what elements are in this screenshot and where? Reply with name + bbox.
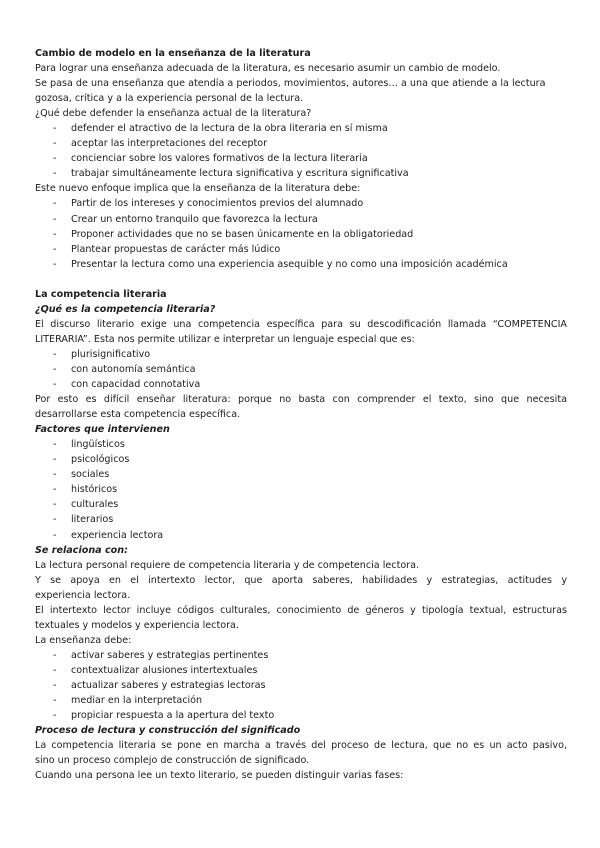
teaching-list <box>35 648 567 723</box>
section-heading-competencia: La competencia literaria <box>35 288 167 300</box>
paragraph: La enseñanza debe: <box>35 634 132 646</box>
list-item: - psicológicos <box>35 452 567 467</box>
paragraph: Este nuevo enfoque implica que la enseñanza de la literatura debe: <box>35 183 361 195</box>
paragraph: La competencia literaria se pone en marcha a través del proceso de lectura, que no es un acto pasivo, <box>35 740 567 752</box>
list-item: - plurisignificativo <box>35 347 567 362</box>
list-item: - históricos <box>35 482 567 497</box>
subheading-se-relaciona: Se relaciona con: <box>35 544 128 556</box>
paragraph: sino un proceso complejo de construcción de significado. <box>35 755 310 767</box>
list-item: - culturales <box>35 497 567 512</box>
paragraph: Se pasa de una enseñanza que atendía a periodos, movimientos, autores… a una que atiende a la lectura <box>35 78 546 90</box>
paragraph: desarrollarse esta competencia específica. <box>35 409 241 421</box>
subheading-que-es: ¿Qué es la competencia literaria? <box>35 303 216 315</box>
list-item: - con autonomía semántica <box>35 362 567 377</box>
list-item: - Presentar la lectura como una experiencia asequible y no como una imposición académica <box>35 257 567 272</box>
paragraph: Por esto es difícil enseñar literatura: porque no basta con comprender el texto, sino que necesita <box>35 394 567 406</box>
list-item: - Proponer actividades que no se basen únicamente en la obligatoriedad <box>35 227 567 242</box>
list-item: - trabajar simultáneamente lectura significativa y escritura significativa <box>35 166 567 181</box>
subheading-proceso-lectura: Proceso de lectura y construcción del significado <box>35 725 301 737</box>
list-item: - Plantear propuestas de carácter más lúdico <box>35 242 567 257</box>
subheading-factores: Factores que intervienen <box>35 424 170 436</box>
list-item: - actualizar saberes y estrategias lectoras <box>35 678 567 693</box>
list-item: - Crear un entorno tranquilo que favorezca la lectura <box>35 212 567 227</box>
must-list <box>35 196 567 271</box>
list-item: - aceptar las interpretaciones del receptor <box>35 136 567 151</box>
defend-list <box>35 121 567 181</box>
paragraph: El intertexto lector incluye códigos culturales, conocimiento de géneros y tipología textual, estructuras <box>35 604 567 616</box>
list-item: - sociales <box>35 467 567 482</box>
list-item: - defender el atractivo de la lectura de la obra literaria en sí misma <box>35 121 567 136</box>
paragraph: LITERARIA”. Esta nos permite utilizar e interpretar un lenguaje especial que es: <box>35 333 415 345</box>
list-item: - activar saberes y estrategias pertinentes <box>35 648 567 663</box>
paragraph: gozosa, crítica y a la experiencia personal de la lectura. <box>35 93 304 105</box>
question-line: ¿Qué debe defender la enseñanza actual de la literatura? <box>35 108 312 120</box>
list-item: - propiciar respuesta a la apertura del texto <box>35 708 567 723</box>
list-item: - con capacidad connotativa <box>35 377 567 392</box>
document-body <box>35 46 567 783</box>
factors-list <box>35 437 567 542</box>
paragraph: La lectura personal requiere de competencia literaria y de competencia lectora. <box>35 559 420 571</box>
paragraph: textuales y modelos y experiencia lectora. <box>35 619 239 631</box>
spacer <box>35 272 567 287</box>
section-heading-cambio-modelo: Cambio de modelo en la enseñanza de la literatura <box>35 48 311 59</box>
list-item: - concienciar sobre los valores formativos de la lectura literaria <box>35 151 567 166</box>
list-item: - literarios <box>35 512 567 527</box>
paragraph: El discurso literario exige una competencia específica para su descodificación llamada “COMPETENCIA <box>35 318 567 330</box>
list-item: - contextualizar alusiones intertextuales <box>35 663 567 678</box>
paragraph: Y se apoya en el intertexto lector, que aporta saberes, habilidades y estrategias, actitudes y <box>35 574 567 586</box>
list-item: - experiencia lectora <box>35 528 567 543</box>
language-list <box>35 347 567 392</box>
paragraph: Para lograr una enseñanza adecuada de la literatura, es necesario asumir un cambio de modelo. <box>35 63 501 75</box>
list-item: - mediar en la interpretación <box>35 693 567 708</box>
paragraph: experiencia lectora. <box>35 589 131 601</box>
paragraph: Cuando una persona lee un texto literario, se pueden distinguir varias fases: <box>35 770 404 782</box>
list-item: - Partir de los intereses y conocimientos previos del alumnado <box>35 196 567 211</box>
list-item: - lingüísticos <box>35 437 567 452</box>
